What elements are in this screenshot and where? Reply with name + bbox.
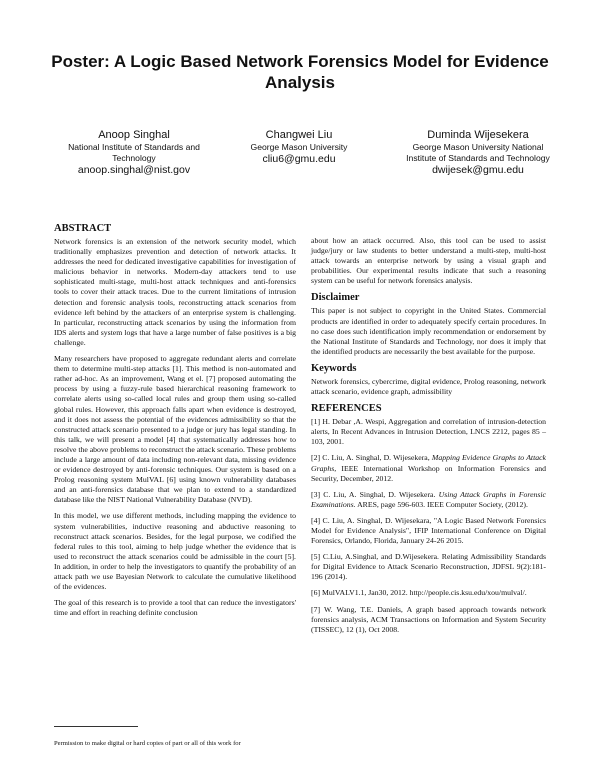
reference-item: [3] C. Liu, A. Singhal, D. Wijesekera. Using Attack Graphs in Forensic Examinations. ARES, page 596-603. IEEE Computer Society, (2012).: [311, 489, 546, 509]
author-block-3: [398, 128, 558, 177]
disclaimer-text: This paper is not subject to copyright in the United States. Commercial products are identified in order to adequately specify certain procedures. In no case does such identification imply recommendation or endorsement by the National Institute of Standards and Technology, nor does it imply that the identified products are necessarily the best available for the purpose.: [311, 306, 546, 356]
author-email: dwijesek@gmu.edu: [432, 164, 524, 176]
author-block-1: [48, 128, 220, 177]
references-heading: REFERENCES: [311, 403, 382, 415]
author-affiliation: George Mason University: [250, 142, 348, 152]
right-column: [311, 236, 546, 641]
reference-item: [2] C. Liu, A. Singhal, D. Wijesekera, Mapping Evidence Graphs to Attack Graphs, IEEE International Workshop on Information Forensics and Security, December, 2012.: [311, 453, 546, 483]
keywords-heading: Keywords: [311, 362, 357, 374]
abstract-paragraph: Network forensics is an extension of the network security model, which traditionally emphasizes prevention and detection of network attacks. It addresses the need for dedicated investigative capabilities for investigation of malicious behavior in networks. Modern-day attackers tend to use sophisticated multi-stage, multi-host attack techniques and anti-forensics tools to cover their attack traces. Due to the current limitations of intrusion detection and forensic analysis tools, reconstructing attack scenarios from evidence left behind by the attackers of an enterprise system is challenging. In particular, reconstructing attack scenarios by using the information from IDS alerts and system logs that have a large number of false positives is a big challenge.: [54, 237, 296, 347]
keywords-text: Network forensics, cybercrime, digital evidence, Prolog reasoning, network attack scenario, evidence graph, admissibility: [311, 376, 546, 397]
disclaimer-heading: Disclaimer: [311, 292, 360, 304]
author-name: Duminda Wijesekera: [427, 129, 529, 141]
author-name: Anoop Singhal: [98, 129, 170, 141]
reference-item: [6] MulVALV1.1, Jan30, 2012. http://people.cis.ksu.edu/xou/mulval/.: [311, 588, 527, 598]
author-affiliation: George Mason University National Institute of Standards and Technology: [406, 142, 550, 163]
author-name: Changwei Liu: [265, 129, 333, 141]
author-email: cliu6@gmu.edu: [262, 153, 336, 165]
author-email: anoop.singhal@nist.gov: [77, 164, 191, 176]
permission-footnote: Permission to make digital or hard copies of part or all of this work for: [54, 740, 241, 747]
reference-item: [1] H. Debar ,A. Wespi, Aggregation and correlation of intrusion-detection alerts, In Recent Advances in Intrusion Detection, LNCS 2212, pages 85 – 103, 2001.: [311, 417, 546, 447]
reference-item: [5] C.Liu, A.Singhal, and D.Wijesekera. Relating Admissibility Standards for Digital Evidence to Attack Scenario Reconstruction, JDFSL 9(2):181-196 (2014).: [311, 552, 546, 582]
abstract-paragraph: The goal of this research is to provide a tool that can reduce the investigators' time and effort in reaching definite conclusion: [54, 598, 296, 618]
abstract-paragraph: Many researchers have proposed to aggregate redundant alerts and correlate them to determine multi-step attacks [1]. This method is non-automated and rather ad-hoc. As an improvement, Wang et el. [7] proposed automating the process by using a fuzzy-rule based hierarchical reasoning framework to correlate alerts using so-called local rules and group them using so-called global rules. However, this approach falls apart when evidence is destroyed, and it does not assess the potential of the evidences admissibility so that the constructed attack scenario presented to a judge or jury has legal standing. In this talk, we will present a model [4] that systematically addresses how to resolve the above problems to reconstruct the attack scenario. These problems include a large amount of data including non-relevant data, missing evidence or evidence destroyed by anti-forensic techniques. Our system is based on a Prolog reasoning system MulVAL [6] using known vulnerability databases and an anti-forensics database that we plan to extend to a standardized database like the NIST National Vulnerability Database (NVD).: [54, 354, 296, 505]
footnote-rule: [54, 726, 138, 727]
abstract-paragraph: about how an attack occurred. Also, this tool can be used to assist judge/jury or law students to better understand a multi-step, multi-host attack towards an enterprise network by using a visual graph and probabilities. Our experimental results indicate that such a reasoning system can be useful for network forensics analysis.: [311, 236, 546, 286]
reference-item: [4] C. Liu, A. Singhal, D. Wijesekara, "A Logic Based Network Forensics Model for Evidence Analysis", IFIP International Conference on Digital Forensics, Orlando, Florida, January 24-26 2015.: [311, 515, 546, 546]
author-block-2: [222, 128, 376, 166]
left-column: [54, 223, 296, 624]
paper-title: Poster: A Logic Based Network Forensics Model for Evidence Analysis: [51, 52, 549, 92]
reference-item: [7] W. Wang, T.E. Daniels, A graph based approach towards network forensics analysis, ACM Transactions on Information and System Security (TISSEC), 12 (1), Oct 2008.: [311, 604, 546, 634]
abstract-heading: ABSTRACT: [54, 223, 112, 234]
author-affiliation: National Institute of Standards and Technology: [68, 142, 200, 163]
abstract-paragraph: In this model, we use different methods, including mapping the evidence to system vulnerabilities, inductive reasoning and abductive reasoning to reconstruct attack scenarios. Besides, for the legal purpose, we codified the federal rules to this tool, aiming to help judge whether the evidence that is used to reconstruct the attack scenarios could be admissible in the court [5]. In addition, in order to help the investigators to quantify the probability of an attack path we use Bayesian Network to calculate the cumulative likelihood of the evidences.: [54, 511, 296, 592]
